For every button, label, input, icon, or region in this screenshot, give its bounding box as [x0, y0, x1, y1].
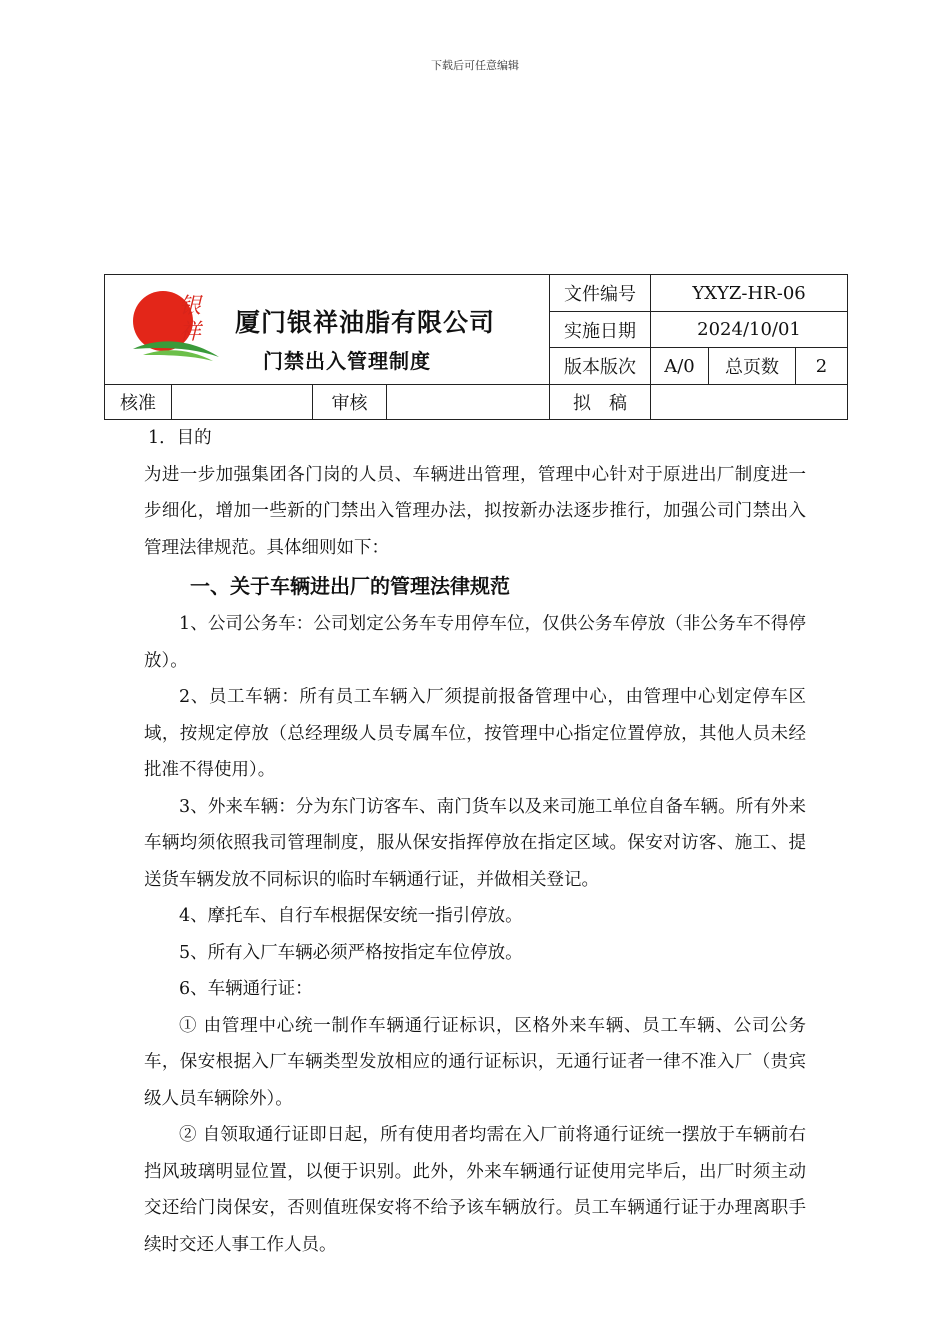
purpose-heading: 1．目的	[148, 428, 212, 448]
item-designated-parking: 5、所有入厂车辆必须严格按指定车位停放。	[179, 942, 523, 963]
approve-label: 核准	[105, 385, 172, 420]
review-signature-field	[387, 385, 550, 420]
brand-cell	[105, 275, 550, 385]
implementation-date-value: 2024/10/01	[651, 312, 848, 348]
review-label: 审核	[313, 385, 387, 420]
file-number-value: YXYZ-HR-06	[651, 275, 848, 312]
company-name: 厦门银祥油脂有限公司	[235, 308, 496, 337]
item-employee-vehicles: 2、员工车辆：所有员工车辆入厂须提前报备管理中心，由管理中心划定停车区域，按规定停放（总经理级人员专属车位，按管理中心指定位置停放，其他人员未经批准不得使用）。	[144, 687, 806, 780]
item-external-vehicles: 3、外来车辆：分为东门访客车、南门货车以及来司施工单位自备车辆。所有外来车辆均须依照我司管理制度，服从保安指挥停放在指定区域。保安对访客、施工、提送货车辆发放不同标识的临时车辆通行证，并做相关登记。	[144, 796, 806, 890]
document-title: 门禁出入管理制度	[263, 349, 431, 373]
purpose-paragraph: 为进一步加强集团各门岗的人员、车辆进出管理，管理中心针对于原进出厂制度进一步细化，增加一些新的门禁出入管理办法，拟按新办法逐步推行，加强公司门禁出入管理法律规范。具体细则如下：	[144, 464, 806, 558]
draft-label: 拟 稿	[550, 385, 651, 420]
document-header-table	[104, 274, 848, 420]
svg-text:银: 银	[179, 294, 202, 319]
section-heading-vehicles: 一、关于车辆进出厂的管理法律规范	[190, 574, 510, 598]
total-pages-label: 总页数	[709, 348, 796, 385]
item-motorcycles-bicycles: 4、摩托车、自行车根据保安统一指引停放。	[179, 906, 523, 926]
watermark: 下载后可任意编辑	[431, 59, 519, 72]
company-logo	[129, 285, 221, 363]
svg-text:祥: 祥	[179, 320, 202, 345]
item-vehicle-pass-heading: 6、车辆通行证：	[179, 979, 313, 999]
item-vehicle-pass-rule-1: ① 由管理中心统一制作车辆通行证标识，区格外来车辆、员工车辆、公司公务车，保安根据入厂车辆类型发放相应的通行证标识，无通行证者一律不准入厂（贵宾级人员车辆除外）。	[144, 1015, 806, 1109]
item-vehicle-pass-rule-2: ② 自领取通行证即日起，所有使用者均需在入厂前将通行证统一摆放于车辆前右挡风玻璃明显位置，以便于识别。此外，外来车辆通行证使用完毕后，出厂时须主动交还给门岗保安，否则值班保安将不给予该车辆放行。员工车辆通行证于办理离职手续时交还人事工作人员。	[144, 1125, 806, 1255]
item-official-cars: 1、公司公务车：公司划定公务车专用停车位，仅供公务车停放（非公务车不得停放）。	[144, 614, 806, 671]
version-value: A/0	[651, 348, 709, 385]
draft-signature-field	[651, 385, 848, 420]
document-body	[144, 420, 806, 1263]
version-label: 版本版次	[550, 348, 651, 385]
total-pages-value: 2	[796, 348, 848, 385]
approve-signature-field	[172, 385, 313, 420]
implementation-date-label: 实施日期	[550, 312, 651, 348]
file-number-label: 文件编号	[550, 275, 651, 312]
